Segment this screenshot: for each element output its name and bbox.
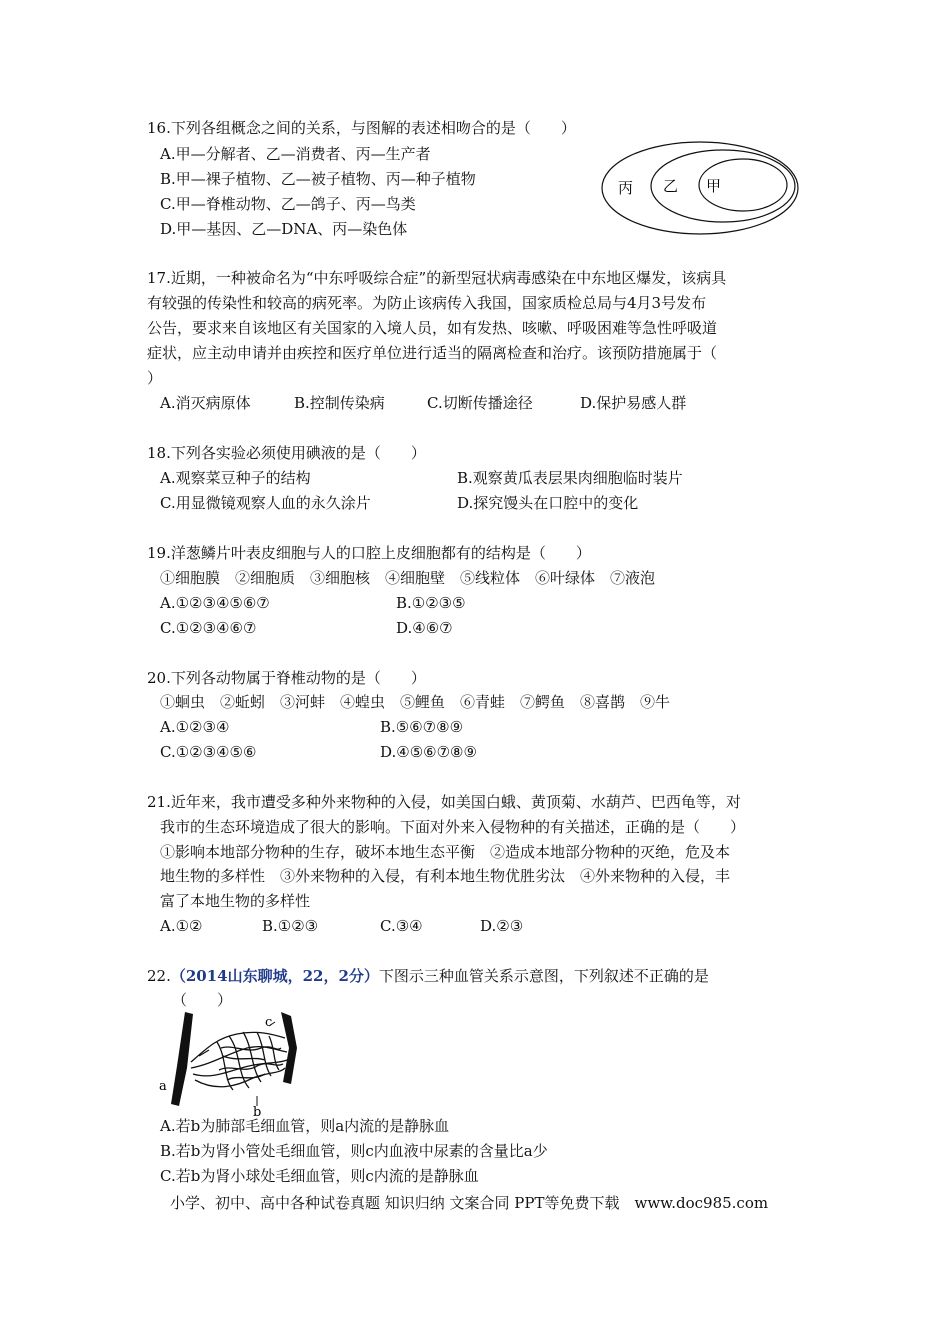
vessel-label-b: b <box>253 1105 262 1118</box>
q17-line-1: 17.近期，一种被命名为“中东呼吸综合症”的新型冠状病毒感染在中东地区爆发，该病具 <box>147 269 727 287</box>
q21-line-5: 富了本地生物的多样性 <box>160 892 311 910</box>
q21-line-1: 21.近年来，我市遭受多种外来物种的入侵，如美国白蛾、黄顶菊、水葫芦、巴西龟等，对 <box>147 793 741 811</box>
q22-stem: 下图示三种血管关系示意图，下列叙述不正确的是 <box>378 967 709 985</box>
q20-option-a: A.①②③④ <box>160 718 230 736</box>
q21-option-d: D.②③ <box>480 917 524 935</box>
q19-option-a: A.①②③④⑤⑥⑦ <box>160 594 270 612</box>
q19-option-c: C.①②③④⑥⑦ <box>160 619 257 637</box>
q18-stem: 18.下列各实验必须使用碘液的是（ ） <box>147 444 426 462</box>
q21-option-c: C.③④ <box>380 917 423 935</box>
q22-source: （2014山东聊城，22，2分） <box>170 967 379 985</box>
q18-option-a: A.观察菜豆种子的结构 <box>160 469 311 487</box>
q20-option-b: B.⑤⑥⑦⑧⑨ <box>380 718 464 736</box>
q16-option-c: C.甲—脊椎动物、乙—鸽子、丙—鸟类 <box>160 195 416 213</box>
q22-option-a: A.若b为肺部毛细血管，则a内流的是静脉血 <box>160 1117 450 1135</box>
q16-option-a: A.甲—分解者、乙—消费者、丙—生产者 <box>160 145 431 163</box>
q21-line-4: 地生物的多样性 ③外来物种的入侵，有利本地生物优胜劣汰 ④外来物种的入侵，丰 <box>160 867 731 885</box>
q18-option-b: B.观察黄瓜表层果肉细胞临时装片 <box>457 469 683 487</box>
q18-option-c: C.用显微镜观察人血的永久涂片 <box>160 494 371 512</box>
q21-line-2: 我市的生态环境造成了很大的影响。下面对外来入侵物种的有关描述，正确的是（ ） <box>160 818 746 836</box>
q17-option-a: A.消灭病原体 <box>160 394 251 412</box>
vessel-label-c: c <box>265 1015 273 1030</box>
q20-stem: 20.下列各动物属于脊椎动物的是（ ） <box>147 669 426 687</box>
venn-label-inner: 甲 <box>706 177 722 195</box>
q22-option-c: C.若b为肾小球处毛细血管，则c内流的是静脉血 <box>160 1167 479 1185</box>
q20-option-c: C.①②③④⑤⑥ <box>160 743 257 761</box>
venn-label-middle: 乙 <box>663 177 679 195</box>
q21-line-3: ①影响本地部分物种的生存，破坏本地生态平衡 ②造成本地部分物种的灭绝，危及本 <box>160 843 731 861</box>
q19-stem: 19.洋葱鳞片叶表皮细胞与人的口腔上皮细胞都有的结构是（ ） <box>147 544 591 562</box>
capillary-network <box>191 1032 287 1090</box>
q22-stem-line <box>147 966 709 986</box>
q22-option-b: B.若b为肾小管处毛细血管，则c内血液中尿素的含量比a少 <box>160 1142 548 1160</box>
q20-items: ①蛔虫 ②蚯蚓 ③河蚌 ④蝗虫 ⑤鲤鱼 ⑥青蛙 ⑦鳄鱼 ⑧喜鹊 ⑨牛 <box>160 693 671 711</box>
q22-paren: （ ） <box>172 991 233 1009</box>
q22-number: 22. <box>147 967 171 985</box>
venn-diagram <box>600 138 800 238</box>
q16-stem: 16.下列各组概念之间的关系，与图解的表述相吻合的是（ ） <box>147 119 576 137</box>
q16-option-d: D.甲—基因、乙—DNA、丙—染色体 <box>160 220 408 238</box>
q19-option-b: B.①②③⑤ <box>396 594 466 612</box>
q19-option-d: D.④⑥⑦ <box>396 619 453 637</box>
q16-option-b: B.甲—裸子植物、乙—被子植物、丙—种子植物 <box>160 170 476 188</box>
vessel-a-shape <box>171 1012 193 1106</box>
venn-label-outer: 丙 <box>618 179 634 197</box>
q21-option-a: A.①② <box>160 917 203 935</box>
q17-line-3: 公告，要求来自该地区有关国家的入境人员，如有发热、咳嗽、呼吸困难等急性呼吸道 <box>147 319 718 337</box>
q17-line-5: ） <box>147 369 163 387</box>
q21-option-b: B.①②③ <box>262 917 319 935</box>
vessel-c-shape <box>281 1012 297 1084</box>
q17-line-2: 有较强的传染性和较高的病死率。为防止该病传入我国，国家质检总局与4月3号发布 <box>147 294 707 312</box>
q17-line-4: 症状，应主动申请并由疾控和医疗单位进行适当的隔离检查和治疗。该预防措施属于（ <box>147 344 718 362</box>
vessel-label-a: a <box>159 1079 167 1094</box>
q20-option-d: D.④⑤⑥⑦⑧⑨ <box>380 743 477 761</box>
q19-items: ①细胞膜 ②细胞质 ③细胞核 ④细胞壁 ⑤线粒体 ⑥叶绿体 ⑦液泡 <box>160 569 656 587</box>
q17-option-d: D.保护易感人群 <box>580 394 687 412</box>
q18-option-d: D.探究馒头在口腔中的变化 <box>457 494 639 512</box>
q17-option-b: B.控制传染病 <box>294 394 385 412</box>
blood-vessel-diagram <box>157 1008 307 1118</box>
q17-option-c: C.切断传播途径 <box>427 394 533 412</box>
page-footer: 小学、初中、高中各种试卷真题 知识归纳 文案合同 PPT等免费下载 www.doc985.com <box>170 1194 769 1212</box>
